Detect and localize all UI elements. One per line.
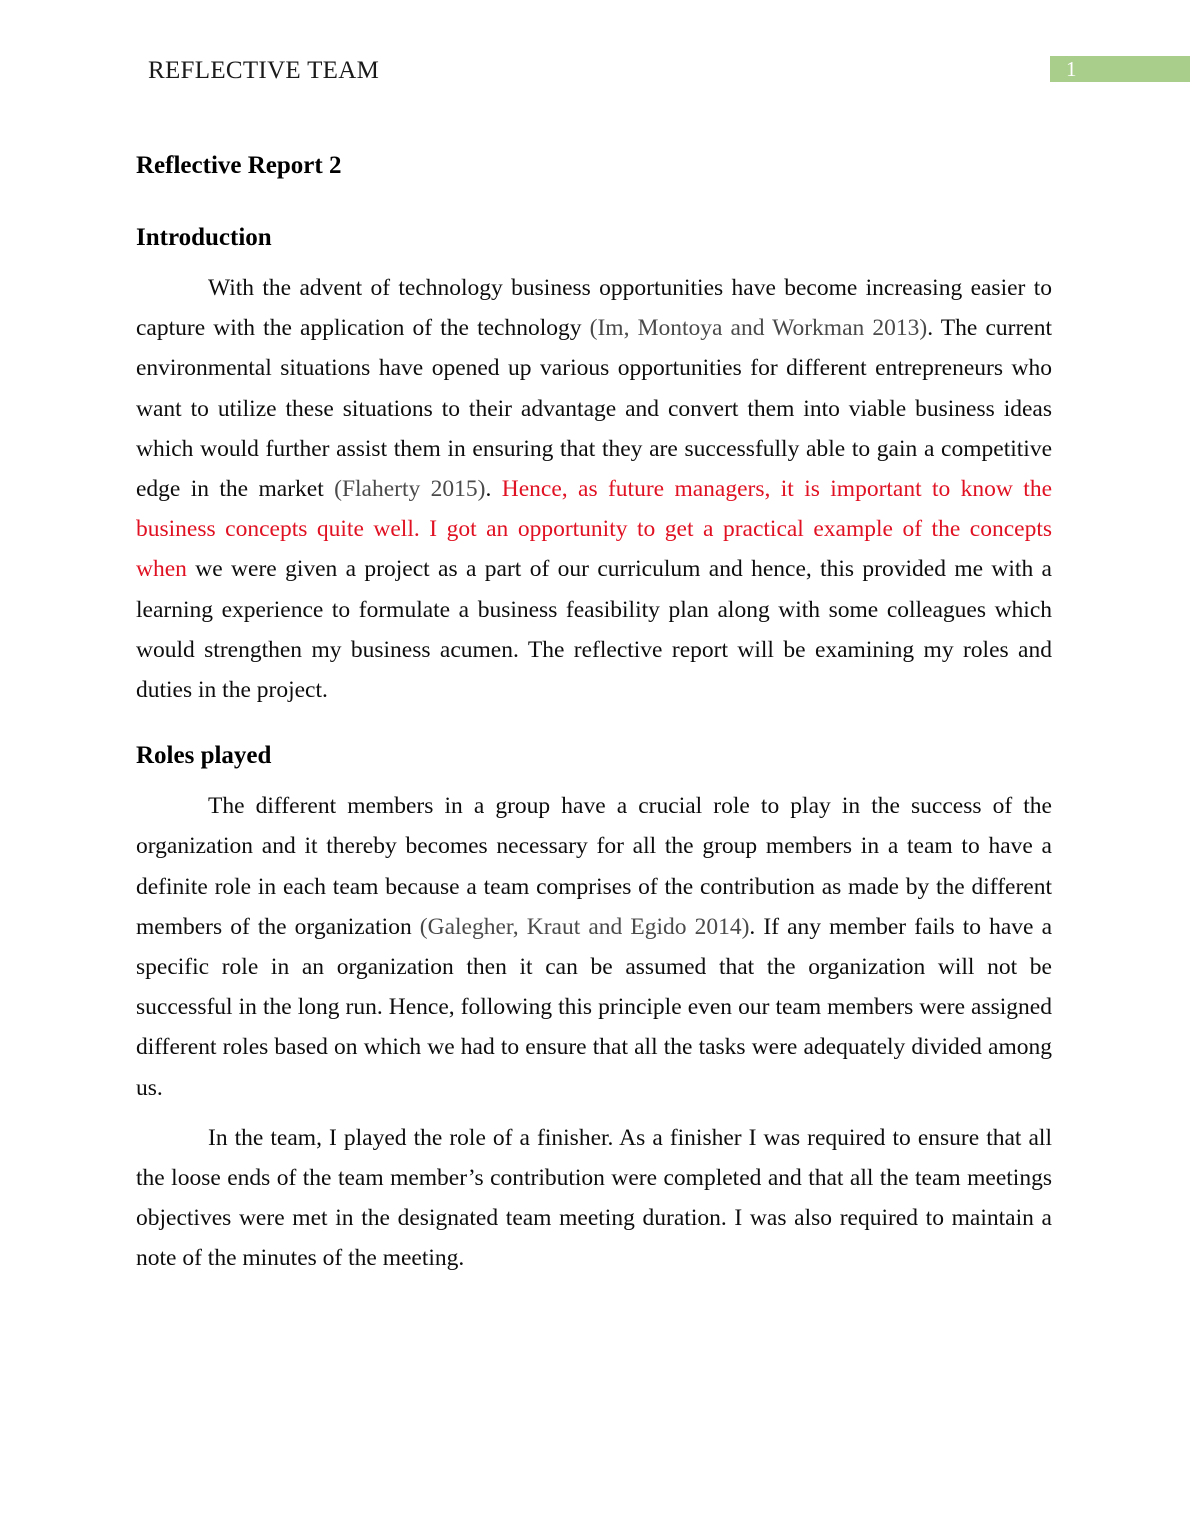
paragraph [136,268,1052,710]
spacer [136,254,1052,268]
spacer [136,1108,1052,1118]
page-number-band [1050,56,1190,82]
paragraph [136,1118,1052,1279]
text-run-citation: (Flaherty 2015) [334,476,486,503]
spacer [136,772,1052,786]
section-heading-roles-played: Roles played [136,742,272,770]
text-run-normal: . [485,476,502,503]
text-run-normal: The different members in a group have a crucial role to play in the success of the organization and it thereby becomes necessary for all the group members in a team to have a definite role in each team because a team comprises of the contribution as made by the different members of the organization [136,793,1052,940]
spacer [136,182,1052,222]
text-run-normal: . The current environmental situations have opened up various opportunities for different entrepreneurs who want to utilize these situations to their advantage and convert them into viable business ideas which would further assist them in ensuring that they are successfully able to gain a competitive edge in the market [136,315,1053,503]
text-run-normal: we were given a project as a part of our curriculum and hence, this provided me with a learning experience to formulate a business feasibility plan along with some colleagues which would strengthen my business acumen. The reflective report will be examining my roles and duties in the project. [136,556,1052,704]
text-run-citation: (Im, Montoya and Workman 2013) [589,315,928,342]
text-run-normal: . If any member fails to have a specific role in an organization then it can be assumed that the organization will not be successful in the long run. Hence, following this principle even our team members were assigned different roles based on which we had to ensure that all the tasks were adequately divided among us. [136,913,1052,1101]
running-header-title: REFLECTIVE TEAM [148,57,380,84]
paragraph [136,786,1052,1108]
page-header [0,0,1190,110]
text-run-citation: (Galegher, Kraut and Egido 2014) [419,913,750,940]
page-number: 1 [1066,57,1077,81]
document-title: Reflective Report 2 [136,152,342,179]
text-run-red: Hence, as future managers, it is important to know the business concepts quite well. I got an opportunity to get a practical example of the concepts when [136,476,1052,583]
section-heading-introduction: Introduction [136,224,272,251]
text-run-normal: With the advent of technology business opportunities have become increasing easier to capture with the application of the technology [136,275,1052,342]
text-run-normal: In the team, I played the role of a finisher. As a finisher I was required to ensure that all the loose ends of the team member’s contribution were completed and that all the team meetings objectives were met in the designated team meeting duration. I was also required to maintain a note of the minutes of the meeting. [136,1124,1052,1272]
spacer [136,710,1052,740]
document-body [136,150,1052,1279]
